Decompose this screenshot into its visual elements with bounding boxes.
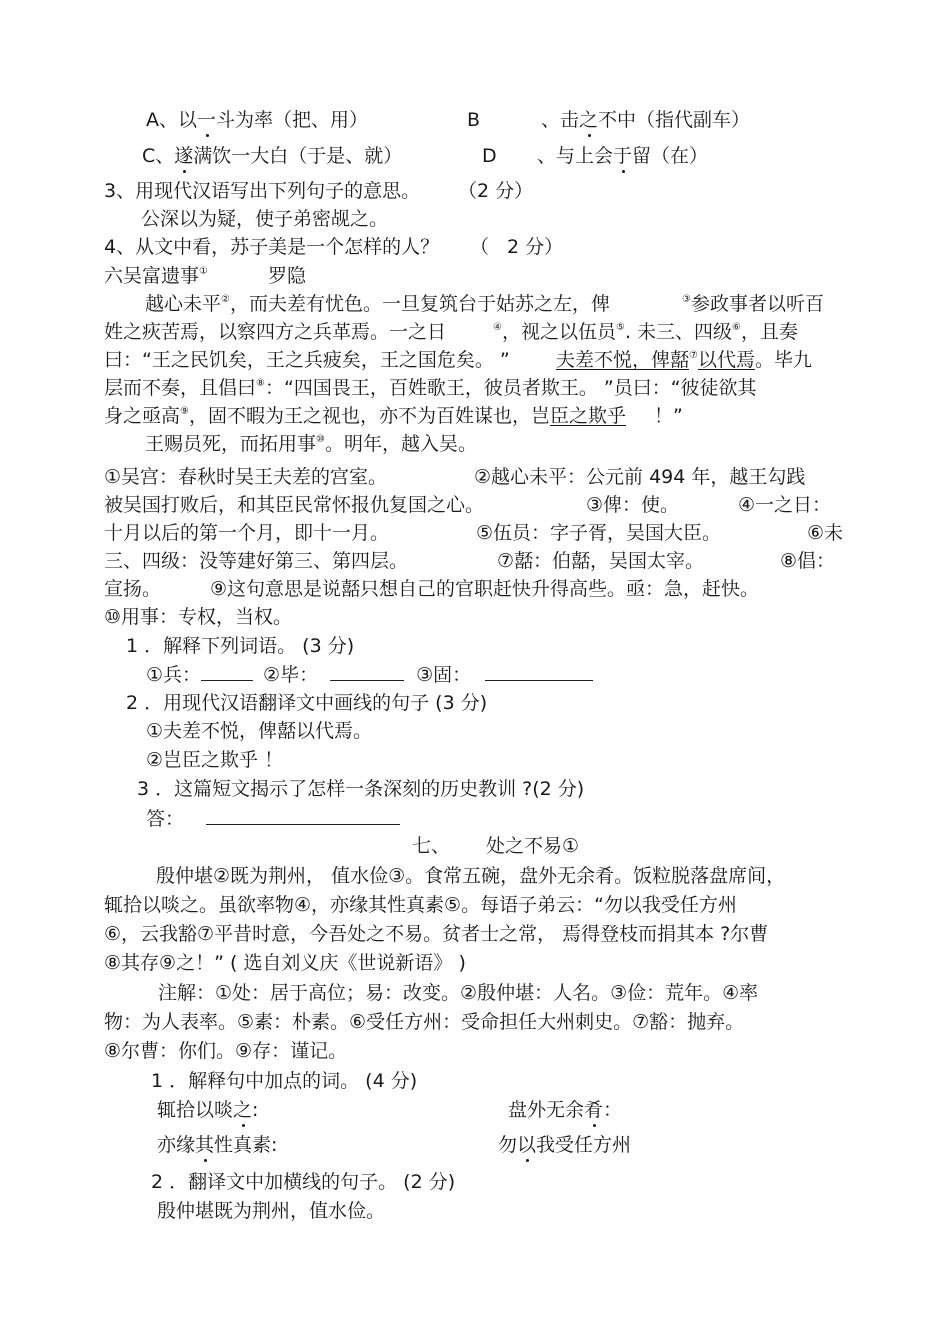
note-marker: ④ [493,322,502,333]
option-text: 斗为率（把、用） [216,109,369,131]
item-label: ②毕： [263,664,319,686]
dotted-char: 遂 [174,145,194,167]
dotted-char: 之 [233,1099,253,1121]
annotation-line: ⑧尔曹：你们。⑨存：谨记。 [104,1040,348,1062]
passage-line [104,320,446,344]
passage-line: ⑧其存⑨之！” ( 选自刘义庆《世说新语》 ) [104,952,466,974]
text: 身之亟高 [104,405,181,427]
option-b-letter: B [467,109,481,131]
dotted-char: 肴 [584,1099,604,1121]
option-text: 满饮一大白（于是、就） [193,145,403,167]
text: 性真素: [214,1134,278,1156]
answer-blank[interactable] [206,806,400,825]
note-line: 十月以后的第一个月，即十一月。 [104,522,390,544]
s6-question-3: 3 ．这篇短文揭示了怎样一条深刻的历史教训 ?(2 分) [137,778,585,800]
text: ： [603,1099,623,1121]
question-3-score: （2 分） [458,180,534,202]
question-4: 4、从文中看，苏子美是一个怎样的人？ [104,236,440,258]
note-line: 宣扬。 [104,578,162,600]
option-d [537,144,708,168]
answer-blank[interactable] [201,662,253,681]
underlined-text: 臣之欺乎 [550,405,627,427]
question-3-sentence: 公深以为疑，使子弟密觇之。 [141,208,389,230]
s6-question-2-b: ②岂臣之欺乎 ！ [146,749,284,771]
note-line: ④一之日： [738,494,832,516]
option-a [146,108,368,132]
option-d-letter: D [482,145,497,167]
note-line: ⑥未 [807,522,844,544]
option-text: 、击 [541,109,580,131]
note-marker: ⑧ [256,378,265,389]
section-7-num: 七、 [412,835,451,857]
question-4-paren: （ [470,236,490,258]
option-text: 留（在） [632,145,709,167]
s6-question-1-items [146,662,593,687]
text: 以代焉 [697,349,755,371]
note-line: ⑤伍员：字子胥，吴国大臣。 [476,522,722,544]
note-marker: ⑩ [316,434,325,445]
dotted-char: 一 [197,109,217,131]
option-text: 以 [178,109,198,131]
passage-line: 辄拾以啖之。虽欲率物④，亦缘其性真素⑤。每语子弟云：“勿以我受任方州 [104,894,737,916]
text: 盘外无余 [508,1099,585,1121]
passage-line [493,320,798,344]
text: ！” [654,405,683,427]
s7-q1-item-c [157,1133,277,1157]
text: 越心未平 [145,293,222,315]
s6-question-2-a: ①夫差不悦，俾嚭以代焉。 [146,720,373,742]
text: 我受任方州 [536,1134,632,1156]
s7-question-1: 1 ．解释句中加点的词。 (4 分) [151,1070,418,1092]
passage-line [682,292,824,316]
s7-q1-item-a [157,1098,258,1122]
note-marker: ⑦ [689,350,698,361]
s7-q1-item-b [508,1098,622,1122]
answer-label: 答： [146,808,185,830]
text: 。明年，越入吴。 [324,433,477,455]
note-line: ①吴宫：春秋时吴王夫差的宫室。 [104,466,388,488]
s7-q1-item-d [498,1133,631,1157]
text: 辄拾以啖 [157,1099,234,1121]
note-marker: ③ [682,294,691,305]
text: ，视之以伍员 [501,321,616,343]
option-letter: C、 [142,145,175,167]
passage-line [104,376,757,400]
underlined-sentence [556,348,812,372]
section-6-author: 罗隐 [268,265,307,287]
text: 层而不奏，且倡曰 [104,377,257,399]
text: 夫差不悦，俾嚭 [556,349,690,371]
option-text: 不中（指代副车） [598,109,751,131]
note-line: ③俾：使。 [586,494,680,516]
text: ：“四国畏王，百姓歌王，彼员者欺王。 ”员曰：“彼徒欲其 [264,377,757,399]
title-text: 六吴富遗事 [104,265,200,287]
note-line: ②越心未平：公元前 494 年，越王勾践 [474,466,806,488]
item-label: ③固： [416,664,472,686]
note-marker: ② [221,294,230,305]
passage-line [145,432,477,456]
option-c [142,144,402,168]
s7-question-2: 2 ．翻译文中加横线的句子。 (2 分) [151,1171,456,1193]
note-marker: ⑨ [180,406,189,417]
note-line: 被吴国打败后，和其臣民常怀报仇复国之心。 [104,494,485,516]
text: ，固不暇为王之视也，亦不为百姓谋也，岂 [188,405,550,427]
text: ，且奏 [741,321,799,343]
passage-line: ⑥，云我豁⑦平昔时意，今吾处之不易。贫者士之常， 焉得登枝而捐其本 ?尔曹 [104,923,769,945]
note-line: ⑩用事：专权，当权。 [104,606,293,628]
note-line: ⑧倡： [780,550,836,572]
answer-blank[interactable] [485,662,593,681]
note-line: ⑦嚭：伯嚭，吴国太宰。 [497,550,705,572]
answer-blank[interactable] [330,662,404,681]
option-b [541,108,750,132]
text: 。毕九 [755,349,813,371]
section-7-title: 处之不易① [486,835,580,857]
passage-line [104,348,510,372]
text: 姓之疢苦焉，以察四方之兵革焉。一之日 [104,321,447,343]
text: 王赐员死，而拓用事 [145,433,317,455]
s6-question-2: 2 ．用现代汉语翻译文中画线的句子 (3 分) [126,692,488,714]
question-3: 3、用现代汉语写出下列句子的意思。 [104,180,421,202]
s7-question-2-sentence: 殷仲堪既为荆州，值水俭。 [157,1200,386,1222]
note-marker: ① [199,266,208,277]
text: : [252,1099,259,1121]
text: . 未三、四级 [624,321,733,343]
dotted-char: 其 [195,1134,215,1156]
passage-line: 殷仲堪②既为荆州， 值水俭③。食常五碗，盘外无余肴。饭粒脱落盘席间， [156,865,786,887]
option-text: 、与上会 [537,145,614,167]
dotted-char: 以 [517,1134,537,1156]
note-line: ⑨这句意思是说嚭只想自己的官职赶快升得高些。亟：急，赶快。 [210,578,760,600]
option-letter: A、 [146,109,178,131]
note-marker: ⑥ [732,322,742,333]
text: 勿 [498,1134,518,1156]
annotation-line: 物：为人表率。⑤素：朴素。⑥受任方州：受命担任大州刺史。⑦豁：抛弃。 [104,1011,745,1033]
s6-question-3-answer [146,806,400,831]
text: 参政事者以听百 [690,293,824,315]
dotted-char: 之 [579,109,599,131]
passage-line [145,292,610,316]
item-label: ①兵： [146,664,202,686]
note-marker: ⑤ [615,322,625,333]
s6-question-1: 1 ．解释下列词语。 (3 分) [126,635,355,657]
dotted-char: 于 [613,145,633,167]
text: 曰：“王之民饥矣，王之兵疲矣，王之国危矣。 ” [104,349,510,371]
question-4-score: 2 分） [507,236,564,258]
passage-line [104,404,683,428]
text: ，而夫差有忧色。一旦复筑台于姑苏之左，俾 [229,293,610,315]
text: 亦缘 [157,1134,196,1156]
annotation-line: 注解：①处：居于高位；易：改变。②殷仲堪：人名。③俭：荒年。④率 [158,982,759,1004]
note-line: 三、四级：没等建好第三、第四层。 [104,550,409,572]
section-6-title [104,264,208,288]
